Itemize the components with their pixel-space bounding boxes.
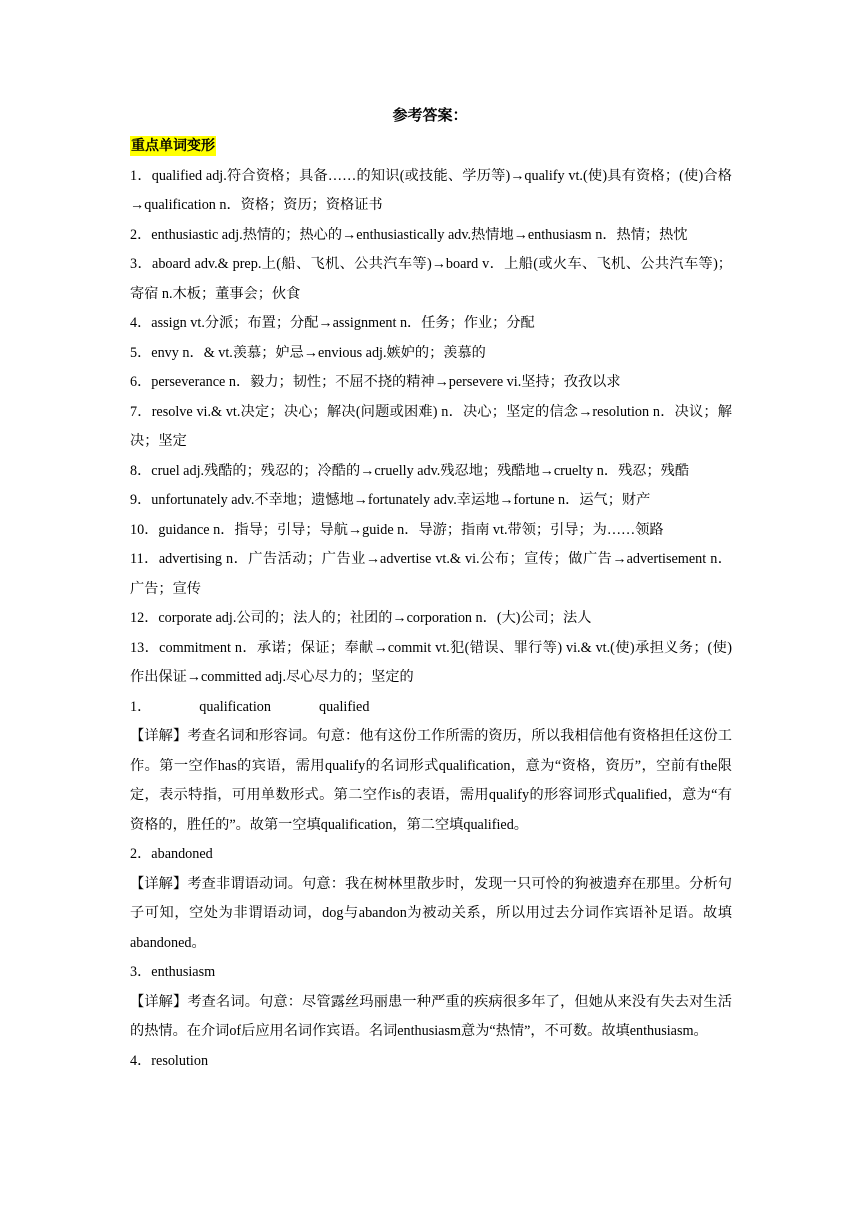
vocab-item-4: 4．assign vt.分派；布置；分配→assignment n．任务；作业；分配 — [130, 315, 535, 331]
vocab-item-9: 9．unfortunately adv.不幸地；遗憾地→fortunately adv.幸运地→fortune n．运气；财产 — [130, 492, 651, 508]
answer-number: 4． — [130, 1052, 152, 1069]
answer-word: resolution — [151, 1052, 209, 1069]
answer-content — [130, 132, 732, 1076]
vocab-item-1: 1．qualified adj.符合资格；具备……的知识(或技能、学历等)→qualify vt.(使)具有资格；(使)合格→qualification n．资格；资历；资格证书 — [130, 167, 732, 213]
answer-4-words — [130, 1047, 732, 1077]
vocab-item-7: 7．resolve vi.& vt.决定；决心；解决(问题或困难) n．决心；坚定的信念→resolution n．决议；解决；坚定 — [130, 403, 732, 449]
answer-word: enthusiasm — [151, 964, 216, 980]
vocab-item-2: 2．enthusiastic adj.热情的；热心的→enthusiastically adv.热情地→enthusiasm n．热情；热忱 — [130, 226, 688, 243]
answer-3-detail: 【详解】考查名词。句意：尽管露丝玛丽患一种严重的疾病很多年了，但她从来没有失去对生活的热情。在介词of后应用名词作宾语。名词enthusiasm意为“热情”，不可数。故填enthusiasm。 — [130, 993, 732, 1039]
vocab-item-6: 6．perseverance n．毅力；韧性；不屈不挠的精神→persevere vi.坚持；孜孜以求 — [130, 374, 621, 390]
answer-number: 1． — [130, 698, 152, 715]
vocab-item-3: 3．aboard adv.& prep.上(船、飞机、公共汽车等)→board v．上船(或火车、飞机、公共汽车等)；寄宿 n.木板；董事会；伙食 — [130, 256, 732, 302]
answer-1-words — [130, 693, 732, 723]
vocab-item-11: 11．advertising n．广告活动；广告业→advertise vt.& vi.公布；宣传；做广告→advertisement n．广告；宣传 — [130, 551, 732, 597]
answer-word: qualification — [199, 698, 271, 715]
answer-number: 2． — [130, 846, 152, 862]
vocab-item-10: 10．guidance n．指导；引导；导航→guide n．导游；指南 vt.带领；引导；为……领路 — [130, 521, 664, 538]
vocab-item-8: 8．cruel adj.残酷的；残忍的；冷酷的→cruelly adv.残忍地；残酷地→cruelty n．残忍；残酷 — [130, 462, 690, 479]
page-title: 参考答案： — [392, 106, 468, 124]
answer-2-words — [130, 840, 732, 870]
vocab-item-5: 5．envy n．& vt.羡慕；妒忌→envious adj.嫉妒的；羡慕的 — [130, 344, 486, 361]
answer-word: qualified — [319, 698, 370, 715]
answer-3-words — [130, 958, 732, 988]
section-heading: 重点单词变形 — [131, 138, 215, 154]
section-heading-line — [130, 132, 732, 162]
answer-1-detail: 【详解】考查名词和形容词。句意：他有这份工作所需的资历，所以我相信他有资格担任这份工作。第一空作has的宾语，需用qualify的名词形式qualification，意为“资格，资历”，空前有the限定，表示特指，可用单数形式。第二空作is的表语，需用qualify的形容词形式qualified，意为“有资格的，胜任的”。故第一空填qualification，第二空填qualified。 — [130, 728, 732, 833]
answer-2-detail: 【详解】考查非谓语动词。句意：我在树林里散步时，发现一只可怜的狗被遗弃在那里。分析句子可知，空处为非谓语动词，dog与abandon为被动关系，所以用过去分词作宾语补足语。故填abandoned。 — [130, 875, 732, 951]
answer-word: abandoned — [151, 846, 213, 862]
vocab-item-13: 13．commitment n．承诺；保证；奉献→commit vt.犯(错误、罪行等) vi.& vt.(使)承担义务；(使)作出保证→committed adj.尽心尽力的；坚定的 — [130, 639, 732, 685]
answer-number: 3． — [130, 964, 152, 980]
vocab-item-12: 12．corporate adj.公司的；法人的；社团的→corporation n．(大)公司；法人 — [130, 610, 592, 626]
